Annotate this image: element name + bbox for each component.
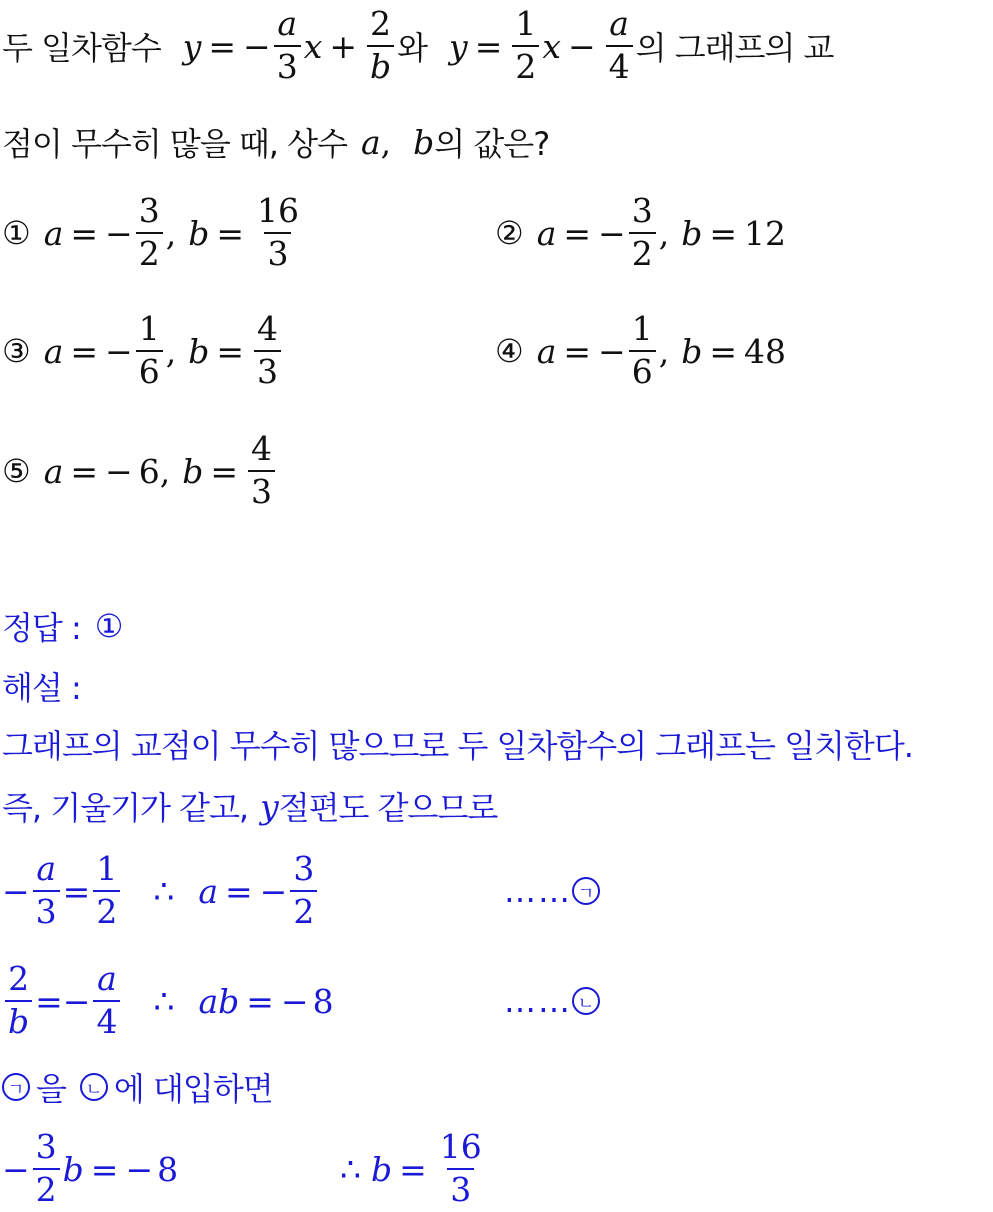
option-marker: ② bbox=[495, 214, 523, 252]
option-marker: ⑤ bbox=[2, 452, 30, 490]
function-2: y = $\frac{1}{2}$ x − $\frac{a}{4}$ bbox=[449, 7, 636, 84]
marker-giyeok: ㄱ bbox=[2, 1073, 30, 1101]
fraction: $\frac{a}{4}$ bbox=[93, 962, 120, 1039]
fraction: $\frac{1}{6}$ bbox=[136, 312, 163, 389]
fraction: $\frac{3}{2}$ bbox=[136, 194, 163, 271]
question-text: 의 그래프의 교 bbox=[635, 29, 834, 67]
fraction: $\frac{a}{3}$ bbox=[33, 852, 60, 929]
marker-nieun: ㄴ bbox=[80, 1073, 108, 1101]
equation-3-result: ∴ b = $\frac{16}{3}$ bbox=[340, 1126, 488, 1212]
equation-2-tag: …… ㄴ bbox=[504, 958, 606, 1044]
solution-line-1: 그래프의 교점이 무수히 많으므로 두 일차함수의 그래프는 일치한다. bbox=[2, 727, 913, 765]
fraction: $\frac{4}{3}$ bbox=[254, 312, 281, 389]
function-1: y = − $\frac{a}{3}$ x + $\frac{2}{b}$ bbox=[183, 7, 397, 84]
equation-1: − $\frac{a}{3}$ = $\frac{1}{2}$ ∴ a = − $\frac{3}{2}$ bbox=[2, 848, 320, 934]
fraction: $\frac{3}{2}$ bbox=[629, 194, 656, 271]
fraction: $\frac{1}{2}$ bbox=[512, 7, 539, 84]
substitution-line: ㄱ 을 ㄴ 에 대입하면 bbox=[2, 1064, 273, 1110]
marker-nieun: ㄴ bbox=[572, 987, 600, 1015]
question-text: 와 bbox=[397, 29, 428, 67]
fraction: $\frac{16}{3}$ bbox=[439, 1127, 482, 1209]
option-marker: ④ bbox=[495, 332, 523, 370]
marker-giyeok: ㄱ bbox=[572, 877, 600, 905]
option-marker: ① bbox=[2, 214, 30, 252]
option-1[interactable]: ① a = − $\frac{3}{2}$ , b = $\frac{16}{3}$ bbox=[2, 190, 305, 276]
fraction: $\frac{1}{6}$ bbox=[629, 312, 656, 389]
fraction: $\frac{4}{3}$ bbox=[248, 432, 275, 509]
solution-label: 해설 : bbox=[2, 669, 81, 707]
fraction: $\frac{3}{2}$ bbox=[33, 1130, 60, 1207]
option-5[interactable]: ⑤ a = − 6 , b = $\frac{4}{3}$ bbox=[2, 428, 278, 514]
equation-2: $\frac{2}{b}$ = − $\frac{a}{4}$ ∴ ab = − 8 bbox=[2, 958, 334, 1044]
fraction: $\frac{a}{3}$ bbox=[274, 7, 301, 84]
question-text: 의 값은? bbox=[434, 125, 550, 163]
question-line-2: 점이 무수히 많을 때, 상수 a , b 의 값은? bbox=[2, 118, 549, 166]
solution-line-2: 즉, 기울기가 같고, y 절편도 같으므로 bbox=[2, 786, 498, 827]
answer-line bbox=[2, 604, 122, 648]
fraction: $\frac{16}{3}$ bbox=[256, 191, 299, 273]
equation-3: − $\frac{3}{2}$ b = − 8 bbox=[2, 1127, 179, 1209]
option-marker: ③ bbox=[2, 332, 30, 370]
option-4[interactable]: ④ a = − $\frac{1}{6}$ , b = 48 bbox=[495, 309, 786, 391]
fraction: $\frac{1}{2}$ bbox=[93, 852, 120, 929]
answer-value: ① bbox=[94, 607, 123, 645]
fraction: $\frac{2}{b}$ bbox=[367, 7, 394, 84]
question-text: 점이 무수히 많을 때, 상수 bbox=[2, 125, 347, 163]
fraction: $\frac{a}{4}$ bbox=[606, 7, 633, 84]
option-2[interactable]: ② a = − $\frac{3}{2}$ , b = 12 bbox=[495, 191, 786, 273]
answer-label: 정답 : bbox=[2, 609, 81, 647]
question-line-1 bbox=[2, 4, 834, 86]
equation-1-tag: …… ㄱ bbox=[504, 848, 606, 934]
fraction: $\frac{3}{2}$ bbox=[290, 852, 317, 929]
question-text: 두 일차함수 bbox=[2, 29, 161, 67]
fraction: $\frac{2}{b}$ bbox=[5, 962, 32, 1039]
option-3[interactable]: ③ a = − $\frac{1}{6}$ , b = $\frac{4}{3}$ bbox=[2, 308, 284, 394]
